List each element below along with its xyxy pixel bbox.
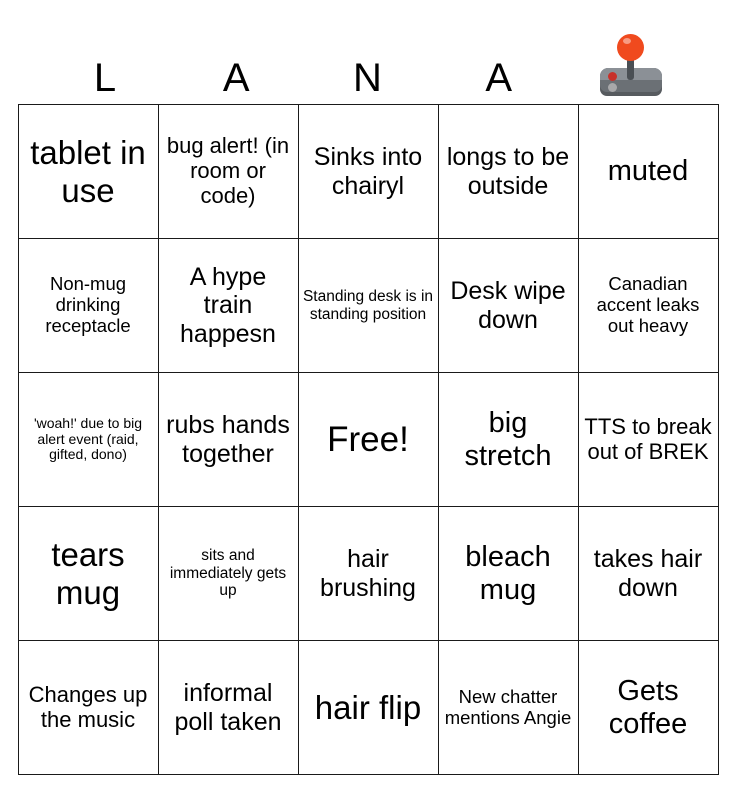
header-letter-1: L	[93, 56, 118, 100]
header-letter-2: A	[222, 56, 251, 100]
table-row	[18, 105, 718, 239]
table-row	[18, 373, 718, 507]
bingo-cell-free[interactable]: Free!	[298, 373, 438, 507]
bingo-cell[interactable]: sits and immediately gets up	[158, 507, 298, 641]
bingo-cell[interactable]: Sinks into chairyl	[298, 105, 438, 239]
bingo-cell[interactable]: Desk wipe down	[438, 239, 578, 373]
bingo-cell[interactable]: A hype train happesn	[158, 239, 298, 373]
bingo-cell[interactable]: rubs hands together	[158, 373, 298, 507]
bingo-cell[interactable]: longs to be outside	[438, 105, 578, 239]
bingo-grid	[18, 104, 719, 775]
bingo-cell[interactable]: bug alert! (in room or code)	[158, 105, 298, 239]
table-row	[18, 507, 718, 641]
bingo-cell[interactable]: Gets coffee	[578, 641, 718, 775]
bingo-cell[interactable]: informal poll taken	[158, 641, 298, 775]
header-letter-3: N	[353, 56, 383, 100]
bingo-cell[interactable]: muted	[578, 105, 718, 239]
bingo-cell[interactable]: tears mug	[18, 507, 158, 641]
bingo-cell[interactable]: tablet in use	[18, 105, 158, 239]
bingo-cell[interactable]: Non-mug drinking receptacle	[18, 239, 158, 373]
bingo-cell[interactable]: New chatter mentions Angie	[438, 641, 578, 775]
bingo-cell[interactable]: Standing desk is in standing position	[298, 239, 438, 373]
bingo-cell[interactable]: Canadian accent leaks out heavy	[578, 239, 718, 373]
bingo-cell[interactable]: Changes up the music	[18, 641, 158, 775]
bingo-cell[interactable]: big stretch	[438, 373, 578, 507]
joystick-icon	[597, 34, 665, 96]
bingo-cell[interactable]: bleach mug	[438, 507, 578, 641]
bingo-cell[interactable]: 'woah!' due to big alert event (raid, gifted, dono)	[18, 373, 158, 507]
bingo-header	[40, 26, 696, 98]
bingo-cell[interactable]: TTS to break out of BREK	[578, 373, 718, 507]
table-row	[18, 641, 718, 775]
bingo-cell[interactable]: hair flip	[298, 641, 438, 775]
table-row	[18, 239, 718, 373]
header-letter-4: A	[485, 56, 514, 100]
bingo-cell[interactable]: hair brushing	[298, 507, 438, 641]
bingo-cell[interactable]: takes hair down	[578, 507, 718, 641]
header-logo	[565, 34, 696, 98]
